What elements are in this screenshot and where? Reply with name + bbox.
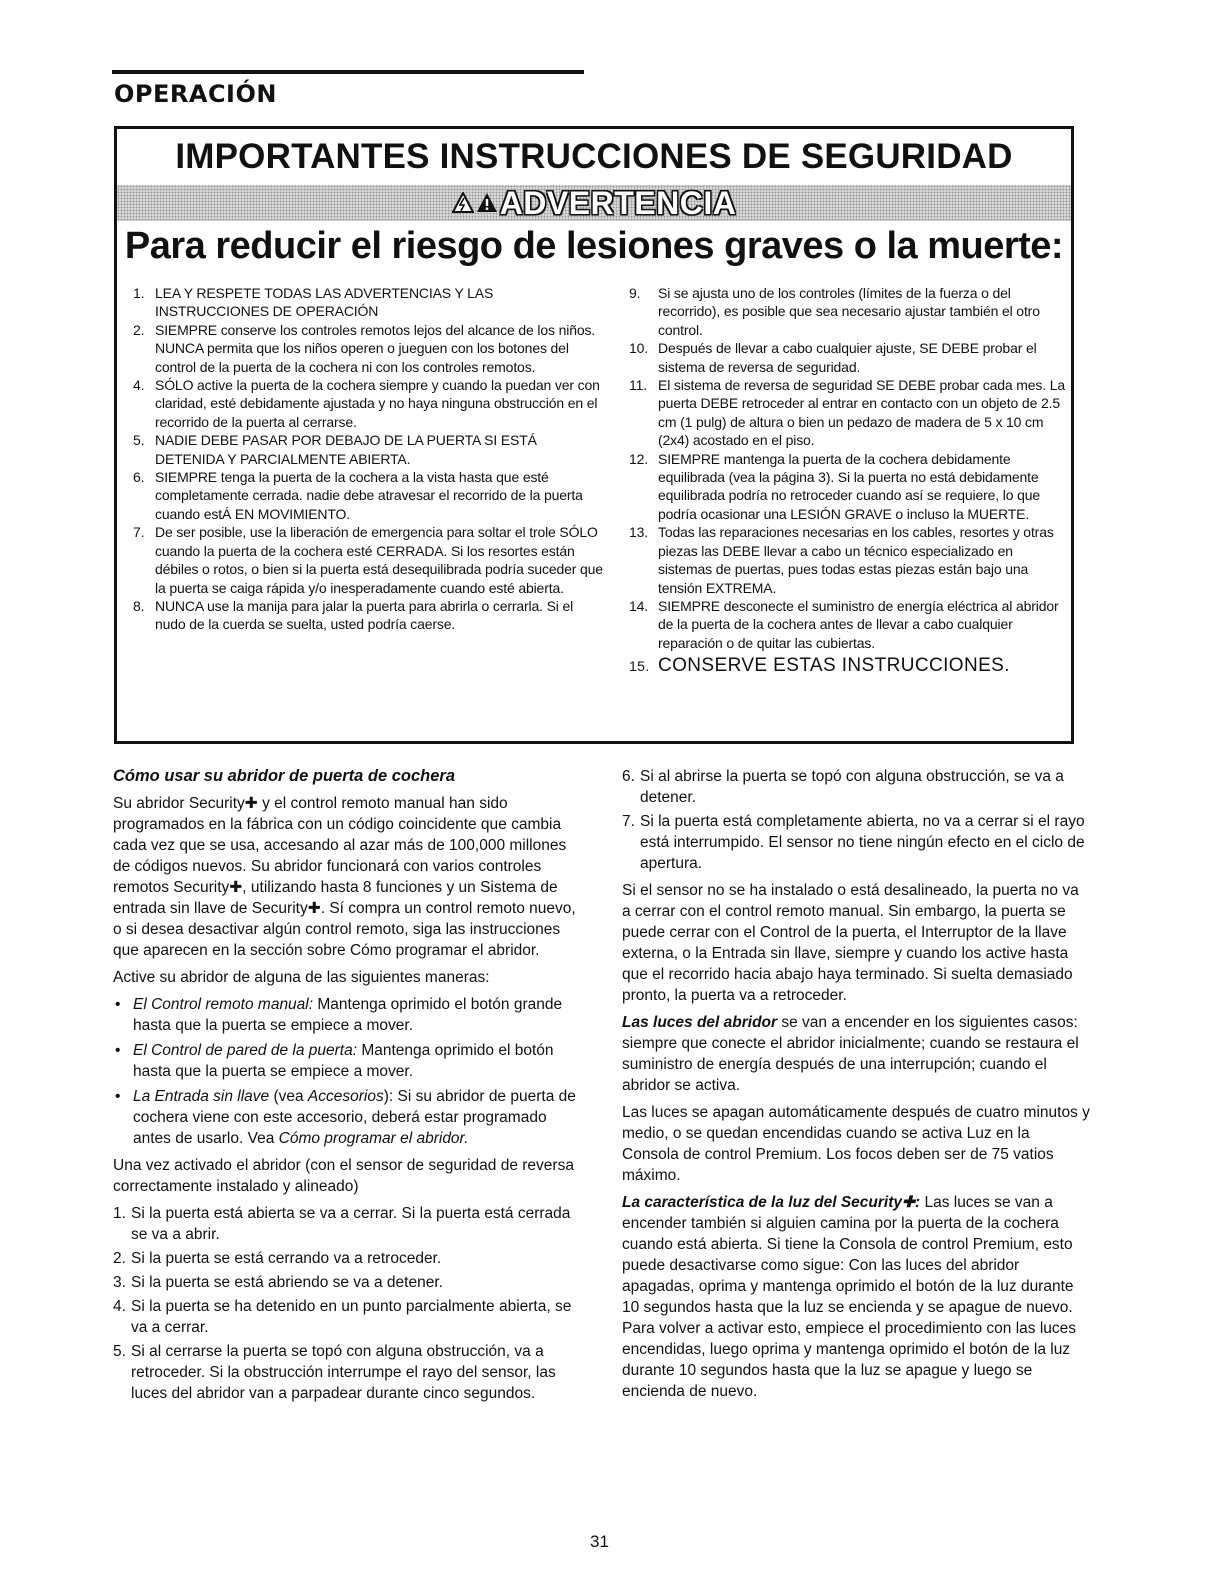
bullet-icon: •: [115, 1088, 121, 1105]
list-item: 6. Si al abrirse la puerta se topó con alguna obstrucción, se va a detener.: [622, 768, 1064, 806]
bullet-icon: •: [115, 996, 121, 1013]
right-column: [622, 766, 1090, 1408]
section-title: OPERACIÓN: [114, 80, 277, 108]
safety-item: 5. NADIE DEBE PASAR POR DEBAJO DE LA PUERTA SI ESTÁ DETENIDA Y PARCIALMENTE ABIERTA.: [133, 432, 537, 467]
lights-paragraph: Las luces del abridor se van a encender en los siguientes casos: siempre que conecte el abridor inicialmente; cuando se restaura el suministro de energía después de una interrupción; cuando el abridor se activa.: [622, 1014, 1079, 1094]
behavior-steps: [113, 1203, 587, 1404]
safety-instructions-box: [114, 126, 1074, 744]
after-activation-paragraph: Una vez activado el abridor (con el sensor de seguridad de reversa correctamente instalado y alineado): [113, 1157, 574, 1195]
sensor-paragraph: Si el sensor no se ha instalado o está desalineado, la puerta no va a cerrar con el control remoto manual. Sin embargo, la puerta se puede cerrar con el Control de la puerta, el Interruptor de la llave externa, o la Entrada sin llave, siempre y cuando los active hasta que el recorrido hacia abajo haya terminado. Si suelta demasiado pronto, la puerta va a retroceder.: [622, 882, 1079, 1004]
left-column: [113, 766, 587, 1410]
safety-item: 7. De ser posible, use la liberación de emergencia para soltar el trole SÓLO cuando la puerta de la cochera esté CERRADA. Si los resortes están débiles o rotos, o bien si la puerta está desequilibrada podría suceder que la puerta se caiga rápida y/o inesperadamente cuando esté abierta.: [133, 524, 603, 596]
list-item: 4. Si la puerta se ha detenido en un punto parcialmente abierta, se va a cerrar.: [113, 1298, 572, 1336]
bullet-icon: •: [115, 1042, 121, 1059]
safety-item: 13. Todas las reparaciones necesarias en los cables, resortes y otras piezas las DEBE llevar a cabo un técnico especializado en sistemas de puertas, pues todas estas piezas están bajo una tensión EXTREMA.: [629, 524, 1054, 596]
safety-item: 4. SÓLO active la puerta de la cochera siempre y cuando la puedan ver con claridad, esté debidamente ajustada y no haya ninguna obstrucción en el recorrido de la puerta al cerrarse.: [133, 377, 600, 430]
safety-item: 11. El sistema de reversa de seguridad SE DEBE probar cada mes. La puerta DEBE retroceder al entrar en contacto con un objeto de 2.5 cm (1 pulg) de altura o bien un pedazo de madera de 5 x 10 cm (2x4) acostado en el piso.: [629, 377, 1066, 449]
safety-item: 2. SIEMPRE conserve los controles remotos lejos del alcance de los niños. NUNCA permita que los niños operen o jueguen con los botones del control de la puerta de la cochera ni con los controles remotos.: [133, 321, 596, 375]
safety-item: 12. SIEMPRE mantenga la puerta de la cochera debidamente equilibrada (vea la página 3). Si la puerta no está debidamente equilibrada podría no retroceder cuando así se requiere, lo que podría ocasionar una LESIÓN GRAVE o incluso la MUERTE.: [629, 450, 1041, 522]
safety-item: 14. SIEMPRE desconecte el suministro de energía eléctrica al abridor de la puerta de la cochera antes de llevar a cabo cualquier reparación o de quitar las cubiertas.: [629, 597, 1059, 651]
list-item: 3. Si la puerta se está abriendo se va a detener.: [113, 1274, 443, 1291]
list-item: • El Control de pared de la puerta: Mantenga oprimido el botón hasta que la puerta se empiece a mover.: [115, 1042, 554, 1080]
list-item: 2. Si la puerta se está cerrando va a retroceder.: [113, 1250, 442, 1267]
list-item: • El Control remoto manual: Mantenga oprimido el botón grande hasta que la puerta se empiece a mover.: [115, 996, 563, 1034]
safety-item: 6. SIEMPRE tenga la puerta de la cochera a la vista hasta que esté completamente cerrada. nadie debe atravesar el recorrido de la puerta cuando estÁ EN MOVIMIENTO.: [133, 469, 583, 522]
safety-item: 1. LEA Y RESPETE TODAS LAS ADVERTENCIAS Y LAS INSTRUCCIONES DE OPERACIÓN: [133, 285, 494, 320]
warning-triangle-icon: [476, 192, 498, 214]
warning-label: ADVERTENCIA: [499, 184, 737, 221]
activation-methods: [113, 994, 587, 1149]
electrical-hazard-icon: [452, 192, 474, 214]
safety-list-right: [629, 284, 1069, 677]
list-item: 7. Si la puerta está completamente abierta, no va a cerrar si el rayo está interrumpido. El sensor no tiene ningún efecto en el ciclo de apertura.: [622, 813, 1085, 872]
list-item: • La Entrada sin llave (vea Accesorios): Si su abridor de puerta de cochera viene con este accesorio, deberá estar programado antes de usarlo. Vea Cómo programar el abridor.: [115, 1088, 576, 1147]
safety-list-left: [133, 284, 603, 634]
safety-box-subtitle: Para reducir el riesgo de lesiones graves o la muerte:: [124, 225, 1064, 267]
section-heading: Cómo usar su abridor de puerta de cochera: [113, 767, 456, 785]
light-feature-paragraph: La característica de la luz del Security✚: Las luces se van a encender también si alguien camina por la puerta de la cochera cuando está abierta. Si tiene la Consola de control Premium, esto puede desactivarse como sigue: Con las luces del abridor apagadas, oprima y mantenga oprimido el botón de la luz durante 10 segundos hasta que la luz se encienda y se apague de nuevo. Para volver a activar esto, empiece el procedimiento con las luces encendidas, luego oprima y mantenga oprimido el botón de la luz durante 10 segundos hasta que la luz se apague y luego se encienda de nuevo.: [622, 1194, 1077, 1400]
page-number: 31: [590, 1532, 609, 1551]
safety-item-conserve: 15. CONSERVE ESTAS INSTRUCCIONES.: [629, 655, 1010, 677]
intro-paragraph: Su abridor Security✚ y el control remoto manual han sido programados en la fábrica con un código coincidente que cambia cada vez que se usa, accesando al azar más de 100,000 millones de códigos nuevos. Su abridor funcionará con varios controles remotos Security✚, utilizando hasta 8 funciones y un Sistema de entrada sin llave de Security✚. Sí compra un control remoto nuevo, o si desea desactivar algún control remoto, siga las instrucciones que aparecen en la sección sobre Cómo programar el abridor.: [113, 795, 576, 959]
warning-banner: [117, 185, 1071, 221]
lights-off-paragraph: Las luces se apagan automáticamente después de cuatro minutos y medio, o se quedan encendidas cuando se activa Luz en la Consola de control Premium. Los focos deben ser de 75 vatios máximo.: [622, 1104, 1090, 1184]
list-item: 5. Si al cerrarse la puerta se topó con alguna obstrucción, va a retroceder. Si la obstrucción interrumpe el rayo del sensor, las luces del abridor van a parpadear durante cinco segundos.: [113, 1343, 556, 1402]
list-item: 1. Si la puerta está abierta se va a cerrar. Si la puerta está cerrada se va a abrir.: [113, 1205, 571, 1243]
safety-item: 9. Si se ajusta uno de los controles (límites de la fuerza o del recorrido), es posible que sea necesario ajustar también el otro control.: [629, 285, 1040, 338]
safety-item: 8. NUNCA use la manija para jalar la puerta para abrirla o cerrarla. Si el nudo de la cuerda se suelta, usted podría caerse.: [133, 597, 574, 633]
safety-item: 10. Después de llevar a cabo cualquier ajuste, SE DEBE probar el sistema de reversa de seguridad.: [629, 340, 1037, 375]
behavior-steps-continued: [622, 766, 1090, 874]
activate-intro: Active su abridor de alguna de las siguientes maneras:: [113, 969, 490, 986]
section-rule: [112, 70, 584, 74]
safety-box-title: IMPORTANTES INSTRUCCIONES DE SEGURIDAD: [175, 137, 1013, 176]
